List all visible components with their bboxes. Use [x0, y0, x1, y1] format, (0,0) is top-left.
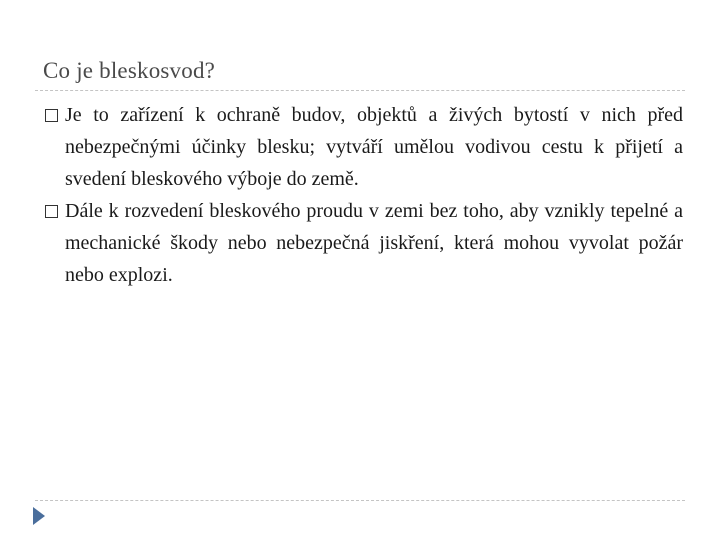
bullet-list	[43, 99, 683, 291]
square-bullet-icon	[45, 109, 58, 122]
slide-title: Co je bleskosvod?	[43, 58, 216, 83]
title-divider	[35, 90, 685, 91]
bullet-text: Dále k rozvedení bleskového proudu v zemi bez toho, aby vznikly tepelné a mechanické škody nebo nebezpečná jiskření, která mohou vyvolat požár nebo explozi.	[65, 200, 683, 286]
triangle-right-icon[interactable]	[32, 506, 46, 526]
bullet-text: Je to zařízení k ochraně budov, objektů a živých bytostí v nich před nebezpečnými účinky blesku; vytváří umělou vodivou cestu k přijetí a svedení bleskového výboje do země.	[65, 104, 683, 190]
footer-divider	[35, 500, 685, 501]
bullet-item	[43, 99, 683, 195]
square-bullet-icon	[45, 205, 58, 218]
bullet-item	[43, 195, 683, 291]
